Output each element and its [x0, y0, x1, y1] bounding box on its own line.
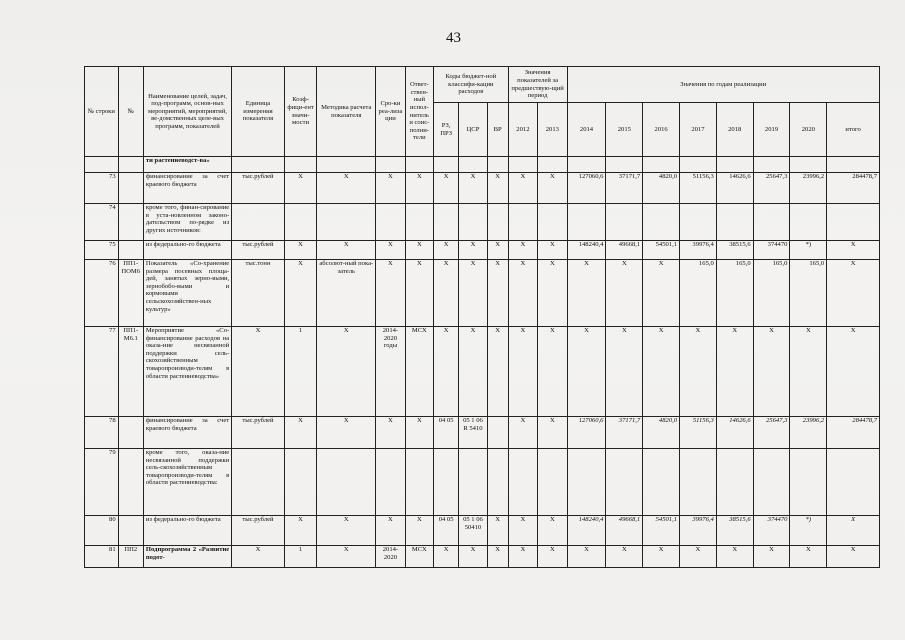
row-cell: [716, 157, 753, 173]
row-cell: X: [405, 173, 433, 204]
row-cell: 54501,1: [643, 516, 680, 546]
table-row: [85, 157, 880, 173]
row-cell: X: [643, 260, 680, 327]
row-cell: X: [317, 173, 376, 204]
row-cell: X: [716, 327, 753, 417]
row-cell: X: [487, 260, 508, 327]
row-cell: 04 05: [434, 417, 459, 449]
row-cell: X: [434, 241, 459, 260]
row-cell: X: [538, 241, 567, 260]
row-cell: [487, 417, 508, 449]
row-cell: X: [567, 546, 606, 568]
row-cell: [434, 157, 459, 173]
row-cell: X: [459, 260, 487, 327]
row-cell: X: [827, 516, 880, 546]
row-cell: X: [508, 173, 537, 204]
row-cell: [827, 157, 880, 173]
header-code: №: [118, 67, 143, 157]
row-cell: X: [317, 417, 376, 449]
row-cell: [716, 204, 753, 241]
row-cell: X: [538, 417, 567, 449]
row-cell: [487, 204, 508, 241]
table-row: [85, 241, 880, 260]
row-cell: X: [376, 173, 405, 204]
header-year: 2013: [538, 103, 567, 157]
header-year: 2014: [567, 103, 606, 157]
row-cell: X: [606, 546, 643, 568]
row-cell: 1: [284, 327, 317, 417]
row-cell: X: [538, 546, 567, 568]
row-cell: X: [232, 327, 285, 417]
row-cell: X: [284, 241, 317, 260]
row-cell: X: [405, 516, 433, 546]
row-cell: X: [508, 546, 537, 568]
row-cell: [118, 516, 143, 546]
header-year: 2015: [606, 103, 643, 157]
row-cell: 37171,7: [606, 417, 643, 449]
row-cell: X: [643, 327, 680, 417]
row-number: 76: [85, 260, 119, 327]
row-cell: X: [405, 241, 433, 260]
row-cell: X: [487, 241, 508, 260]
row-cell: X: [606, 327, 643, 417]
table-row: [85, 260, 880, 327]
row-cell: X: [538, 327, 567, 417]
row-cell: [753, 204, 790, 241]
row-name: финансирование за счет краевого бюджета: [143, 173, 231, 204]
row-cell: [376, 449, 405, 516]
row-cell: [790, 449, 827, 516]
row-cell: X: [317, 241, 376, 260]
row-cell: [284, 204, 317, 241]
row-cell: X: [538, 173, 567, 204]
row-cell: [827, 449, 880, 516]
row-cell: 54501,1: [643, 241, 680, 260]
row-name: финансирование за счет краевого бюджета: [143, 417, 231, 449]
header-vr: ВР: [487, 103, 508, 157]
row-cell: X: [827, 327, 880, 417]
row-cell: X: [606, 260, 643, 327]
row-cell: [118, 417, 143, 449]
row-cell: X: [508, 260, 537, 327]
table-row: [85, 516, 880, 546]
row-cell: [508, 449, 537, 516]
row-cell: 05 1 06 50410: [459, 516, 487, 546]
row-cell: [508, 204, 537, 241]
row-cell: X: [827, 546, 880, 568]
row-cell: 25647,3: [753, 173, 790, 204]
row-number: 78: [85, 417, 119, 449]
row-cell: 14626,6: [716, 417, 753, 449]
row-cell: X: [376, 241, 405, 260]
row-cell: [643, 157, 680, 173]
row-cell: X: [284, 516, 317, 546]
row-cell: *): [790, 241, 827, 260]
row-cell: [606, 157, 643, 173]
row-cell: [284, 157, 317, 173]
header-row-number: № строки: [85, 67, 119, 157]
row-cell: МСХ: [405, 546, 433, 568]
header-year: 2018: [716, 103, 753, 157]
row-cell: [232, 449, 285, 516]
row-name: кроме того, финан-сирование в уста-новленном законо-дательством по-рядке из других источников:: [143, 204, 231, 241]
row-cell: [118, 173, 143, 204]
header-previous-values: Значения показателей за предшествую-щий период: [508, 67, 567, 103]
row-cell: X: [643, 546, 680, 568]
row-cell: 49668,1: [606, 516, 643, 546]
row-cell: 2014-2020 годы: [376, 327, 405, 417]
row-name: Мероприятие «Со-финансирование расходов на оказа-ние несвязанной поддержки сель-скохозяйственным товаропроизводи-телям в области растениеводства»: [143, 327, 231, 417]
row-cell: [459, 449, 487, 516]
row-cell: 165,0: [680, 260, 717, 327]
table-row: [85, 173, 880, 204]
row-number: 79: [85, 449, 119, 516]
table-row: [85, 417, 880, 449]
row-number: 75: [85, 241, 119, 260]
row-cell: тыс.рублей: [232, 173, 285, 204]
header-coefficient: Коэф-фици-ент значи-мости: [284, 67, 317, 157]
row-cell: X: [405, 260, 433, 327]
row-cell: [538, 204, 567, 241]
row-cell: [680, 449, 717, 516]
row-cell: X: [753, 546, 790, 568]
row-cell: [643, 449, 680, 516]
row-cell: X: [567, 327, 606, 417]
row-cell: [538, 157, 567, 173]
header-year: 2020: [790, 103, 827, 157]
row-cell: X: [459, 173, 487, 204]
row-cell: X: [487, 516, 508, 546]
table-row: [85, 204, 880, 241]
row-cell: [118, 449, 143, 516]
row-cell: [508, 157, 537, 173]
row-cell: [790, 157, 827, 173]
row-cell: 165,0: [753, 260, 790, 327]
row-cell: X: [459, 546, 487, 568]
row-cell: тыс.рублей: [232, 516, 285, 546]
row-cell: [405, 157, 433, 173]
row-cell: [118, 204, 143, 241]
row-cell: [434, 204, 459, 241]
row-cell: X: [508, 241, 537, 260]
row-cell: X: [827, 241, 880, 260]
row-cell: X: [317, 327, 376, 417]
row-cell: [487, 157, 508, 173]
row-cell: [434, 449, 459, 516]
row-cell: X: [508, 516, 537, 546]
page-number: 43: [446, 30, 461, 46]
row-cell: тыс.рублей: [232, 241, 285, 260]
row-cell: X: [790, 546, 827, 568]
row-cell: [790, 204, 827, 241]
row-cell: X: [487, 327, 508, 417]
row-number: 73: [85, 173, 119, 204]
row-cell: X: [680, 546, 717, 568]
row-cell: 148240,4: [567, 516, 606, 546]
row-cell: 23996,2: [790, 173, 827, 204]
header-budget-codes: Коды бюджет-ной классифи-кации расходов: [434, 67, 509, 103]
row-number: 74: [85, 204, 119, 241]
row-cell: 23996,2: [790, 417, 827, 449]
row-cell: X: [376, 417, 405, 449]
row-cell: 51156,3: [680, 173, 717, 204]
row-cell: [487, 449, 508, 516]
row-name: кроме того, оказа-ние несвязанной поддержки сель-скохозяйственным товаропроизводи-телям в области растениеводства:: [143, 449, 231, 516]
row-cell: X: [434, 260, 459, 327]
row-cell: X: [317, 546, 376, 568]
row-cell: X: [376, 516, 405, 546]
row-number: 80: [85, 516, 119, 546]
row-cell: X: [434, 327, 459, 417]
row-cell: 05 1 06 R 5410: [459, 417, 487, 449]
row-cell: X: [487, 546, 508, 568]
row-cell: X: [567, 260, 606, 327]
table-row: [85, 327, 880, 417]
row-cell: 4820,0: [643, 173, 680, 204]
row-cell: X: [459, 241, 487, 260]
row-name: ти растениеводст-ва»: [143, 157, 231, 173]
row-cell: [232, 204, 285, 241]
row-cell: 38515,6: [716, 241, 753, 260]
row-cell: [606, 449, 643, 516]
header-year: 2019: [753, 103, 790, 157]
row-cell: 14626,6: [716, 173, 753, 204]
header-year-values: Значения по годам реализации: [567, 67, 879, 103]
row-cell: X: [508, 417, 537, 449]
row-cell: X: [790, 327, 827, 417]
row-cell: X: [508, 327, 537, 417]
row-cell: тыс.рублей: [232, 417, 285, 449]
row-cell: X: [753, 327, 790, 417]
row-cell: X: [459, 327, 487, 417]
row-cell: 148240,4: [567, 241, 606, 260]
row-cell: [680, 204, 717, 241]
row-cell: X: [827, 260, 880, 327]
row-cell: X: [538, 516, 567, 546]
row-cell: [317, 449, 376, 516]
row-cell: X: [538, 260, 567, 327]
header-year: 2016: [643, 103, 680, 157]
header-year: итого: [827, 103, 880, 157]
row-cell: X: [376, 260, 405, 327]
row-cell: [459, 204, 487, 241]
row-cell: [753, 449, 790, 516]
header-name: Наименование целей, задач, под-программ, основ-ных мероприятий, мероприятий, ве-домственных целе-вых программ, показателей: [143, 67, 231, 157]
row-cell: [284, 449, 317, 516]
header-responsible: Ответ-ствен-ный испол-нитель и соис-полни-тели: [405, 67, 433, 157]
row-number: 81: [85, 546, 119, 568]
row-cell: 37171,7: [606, 173, 643, 204]
row-cell: 38515,6: [716, 516, 753, 546]
row-cell: [753, 157, 790, 173]
row-cell: [376, 157, 405, 173]
row-cell: [317, 204, 376, 241]
row-cell: [118, 157, 143, 173]
row-cell: 2014-2020: [376, 546, 405, 568]
row-cell: ПП1-ПОМ6: [118, 260, 143, 327]
row-cell: [459, 157, 487, 173]
header-method: Методика расчета показателя: [317, 67, 376, 157]
row-cell: тыс.тонн: [232, 260, 285, 327]
row-name: из федерально-го бюджета: [143, 241, 231, 260]
table-row: [85, 546, 880, 568]
row-cell: X: [317, 516, 376, 546]
row-name: из федерально-го бюджета: [143, 516, 231, 546]
row-cell: 374470: [753, 241, 790, 260]
row-name: Подпрограмма 2 «Развитие подот-: [143, 546, 231, 568]
row-cell: X: [716, 546, 753, 568]
header-year: 2017: [680, 103, 717, 157]
header-terms: Сро-ки реа-лиза ции: [376, 67, 405, 157]
row-cell: X: [284, 417, 317, 449]
row-cell: [567, 157, 606, 173]
row-cell: [680, 157, 717, 173]
row-cell: 25647,3: [753, 417, 790, 449]
row-number: 77: [85, 327, 119, 417]
row-cell: [606, 204, 643, 241]
row-cell: X: [680, 327, 717, 417]
row-cell: X: [487, 173, 508, 204]
row-cell: [567, 204, 606, 241]
row-cell: абсолют-ный пока-затель: [317, 260, 376, 327]
row-cell: X: [405, 417, 433, 449]
row-cell: X: [434, 546, 459, 568]
row-cell: 165,0: [790, 260, 827, 327]
row-cell: [405, 204, 433, 241]
row-cell: 284478,7: [827, 417, 880, 449]
table-row: [85, 449, 880, 516]
row-cell: 04 05: [434, 516, 459, 546]
row-cell: ПП2: [118, 546, 143, 568]
row-cell: 374470: [753, 516, 790, 546]
row-cell: X: [284, 173, 317, 204]
header-year: 2012: [508, 103, 537, 157]
row-cell: [643, 204, 680, 241]
row-cell: X: [232, 546, 285, 568]
row-cell: [118, 241, 143, 260]
header-rz: РЗ, ПРЗ: [434, 103, 459, 157]
header-csr: ЦСР: [459, 103, 487, 157]
row-cell: [538, 449, 567, 516]
row-cell: [376, 204, 405, 241]
row-cell: 1: [284, 546, 317, 568]
row-cell: [567, 449, 606, 516]
row-cell: [317, 157, 376, 173]
row-cell: ПП1-М6.1: [118, 327, 143, 417]
program-table: [84, 66, 880, 568]
row-cell: 39976,4: [680, 241, 717, 260]
row-cell: 49668,1: [606, 241, 643, 260]
row-cell: 51156,3: [680, 417, 717, 449]
row-cell: 4820,0: [643, 417, 680, 449]
row-name: Показатель «Со-хранение размера посевных площа-дей, занятых зерно-выми, зернобобо-выми и кормовыми сельскохозяйствен-ных культур»: [143, 260, 231, 327]
row-cell: *): [790, 516, 827, 546]
row-cell: МСХ: [405, 327, 433, 417]
row-cell: X: [284, 260, 317, 327]
row-cell: 39976,4: [680, 516, 717, 546]
row-cell: 127060,6: [567, 173, 606, 204]
row-number: [85, 157, 119, 173]
row-cell: [827, 204, 880, 241]
row-cell: [232, 157, 285, 173]
row-cell: [405, 449, 433, 516]
row-cell: 165,0: [716, 260, 753, 327]
row-cell: 127060,6: [567, 417, 606, 449]
row-cell: X: [434, 173, 459, 204]
header-unit: Единица измерения показателя: [232, 67, 285, 157]
row-cell: [716, 449, 753, 516]
row-cell: 284478,7: [827, 173, 880, 204]
